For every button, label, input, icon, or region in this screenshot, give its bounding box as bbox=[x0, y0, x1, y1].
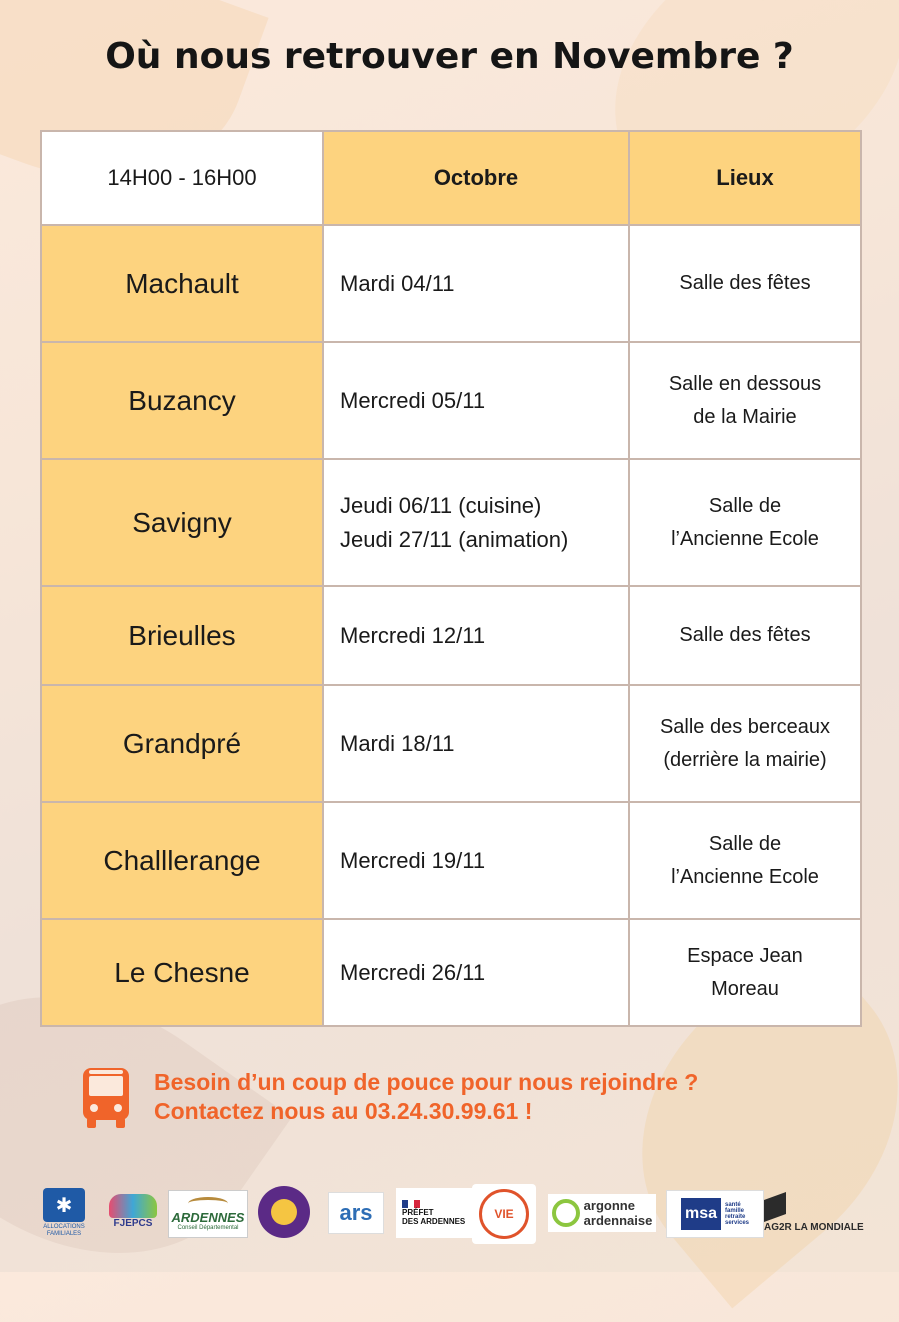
date-line: Jeudi 06/11 (cuisine) bbox=[340, 492, 542, 518]
table-row bbox=[41, 459, 861, 586]
table-row bbox=[41, 586, 861, 685]
date-line: Mercredi 12/11 bbox=[340, 622, 486, 648]
date-line: Mardi 04/11 bbox=[340, 270, 455, 296]
place-cell bbox=[629, 225, 861, 342]
place-line: Salle en dessous bbox=[668, 372, 822, 395]
date-cell bbox=[323, 802, 629, 919]
notice-phone-line: Contactez nous au 03.24.30.99.61 ! bbox=[154, 1098, 533, 1124]
date-line: Mercredi 05/11 bbox=[340, 387, 486, 413]
table-header-row bbox=[41, 131, 861, 225]
place-line: de la Mairie bbox=[693, 405, 797, 428]
place-line: Salle de bbox=[708, 832, 782, 855]
table-row bbox=[41, 919, 861, 1026]
place-cell bbox=[629, 342, 861, 459]
ars-logo: ars bbox=[328, 1192, 384, 1234]
table-row bbox=[41, 802, 861, 919]
transport-notice bbox=[80, 1066, 860, 1130]
date-column-header: Octobre bbox=[323, 131, 629, 225]
msa-logo: msa santé famille retraite services bbox=[666, 1190, 764, 1238]
place-cell bbox=[629, 459, 861, 586]
notice-line: Besoin d’un coup de pouce pour nous rejoindre ? bbox=[154, 1069, 699, 1095]
ardennes-logo: ARDENNES Conseil Départemental bbox=[168, 1190, 248, 1238]
date-line: Mercredi 19/11 bbox=[340, 847, 486, 873]
date-cell bbox=[323, 685, 629, 802]
partner-logos bbox=[36, 1184, 876, 1248]
place-line: l’Ancienne Ecole bbox=[671, 527, 819, 550]
date-cell bbox=[323, 459, 629, 586]
schedule-table bbox=[40, 130, 862, 1027]
town-cell: Grandpré bbox=[41, 685, 323, 802]
page-title: Où nous retrouver en Novembre ? bbox=[105, 36, 794, 77]
place-cell bbox=[629, 919, 861, 1026]
caf-logo: ✱ ALLOCATIONS FAMILIALES bbox=[36, 1186, 92, 1240]
date-line: Mardi 18/11 bbox=[340, 730, 455, 756]
place-line: Salle de bbox=[708, 494, 782, 517]
fjepcs-logo: FJEPCS bbox=[100, 1188, 166, 1234]
ag2r-logo: AG2R LA MONDIALE bbox=[764, 1190, 876, 1238]
town-cell: Brieulles bbox=[41, 586, 323, 685]
date-cell bbox=[323, 586, 629, 685]
place-column-header: Lieux bbox=[629, 131, 861, 225]
argonne-logo: argonne ardennaise bbox=[548, 1194, 656, 1232]
town-cell: Challlerange bbox=[41, 802, 323, 919]
bus-icon bbox=[80, 1066, 132, 1130]
date-line: Mercredi 26/11 bbox=[340, 959, 486, 985]
prefet-logo: PRÉFET DES ARDENNES bbox=[396, 1188, 474, 1238]
town-cell: Machault bbox=[41, 225, 323, 342]
seal-logo bbox=[258, 1186, 310, 1238]
place-cell bbox=[629, 802, 861, 919]
table-row bbox=[41, 342, 861, 459]
date-cell bbox=[323, 225, 629, 342]
place-line: Salle des fêtes bbox=[679, 624, 811, 646]
place-line: l’Ancienne Ecole bbox=[671, 865, 819, 888]
place-cell bbox=[629, 586, 861, 685]
label-vie-logo: VIE bbox=[472, 1184, 536, 1244]
place-line: Espace Jean bbox=[687, 944, 803, 967]
date-cell bbox=[323, 342, 629, 459]
town-cell: Le Chesne bbox=[41, 919, 323, 1026]
date-line: Jeudi 27/11 (animation) bbox=[340, 526, 569, 552]
place-line: Salle des berceaux bbox=[659, 715, 831, 738]
place-line: Moreau bbox=[711, 977, 779, 1000]
time-range-cell: 14H00 - 16H00 bbox=[41, 131, 323, 225]
town-cell: Savigny bbox=[41, 459, 323, 586]
place-cell bbox=[629, 685, 861, 802]
table-row bbox=[41, 685, 861, 802]
town-cell: Buzancy bbox=[41, 342, 323, 459]
date-cell bbox=[323, 919, 629, 1026]
table-row bbox=[41, 225, 861, 342]
notice-text bbox=[154, 1068, 698, 1126]
place-line: (derrière la mairie) bbox=[663, 748, 827, 771]
place-line: Salle des fêtes bbox=[679, 272, 811, 294]
